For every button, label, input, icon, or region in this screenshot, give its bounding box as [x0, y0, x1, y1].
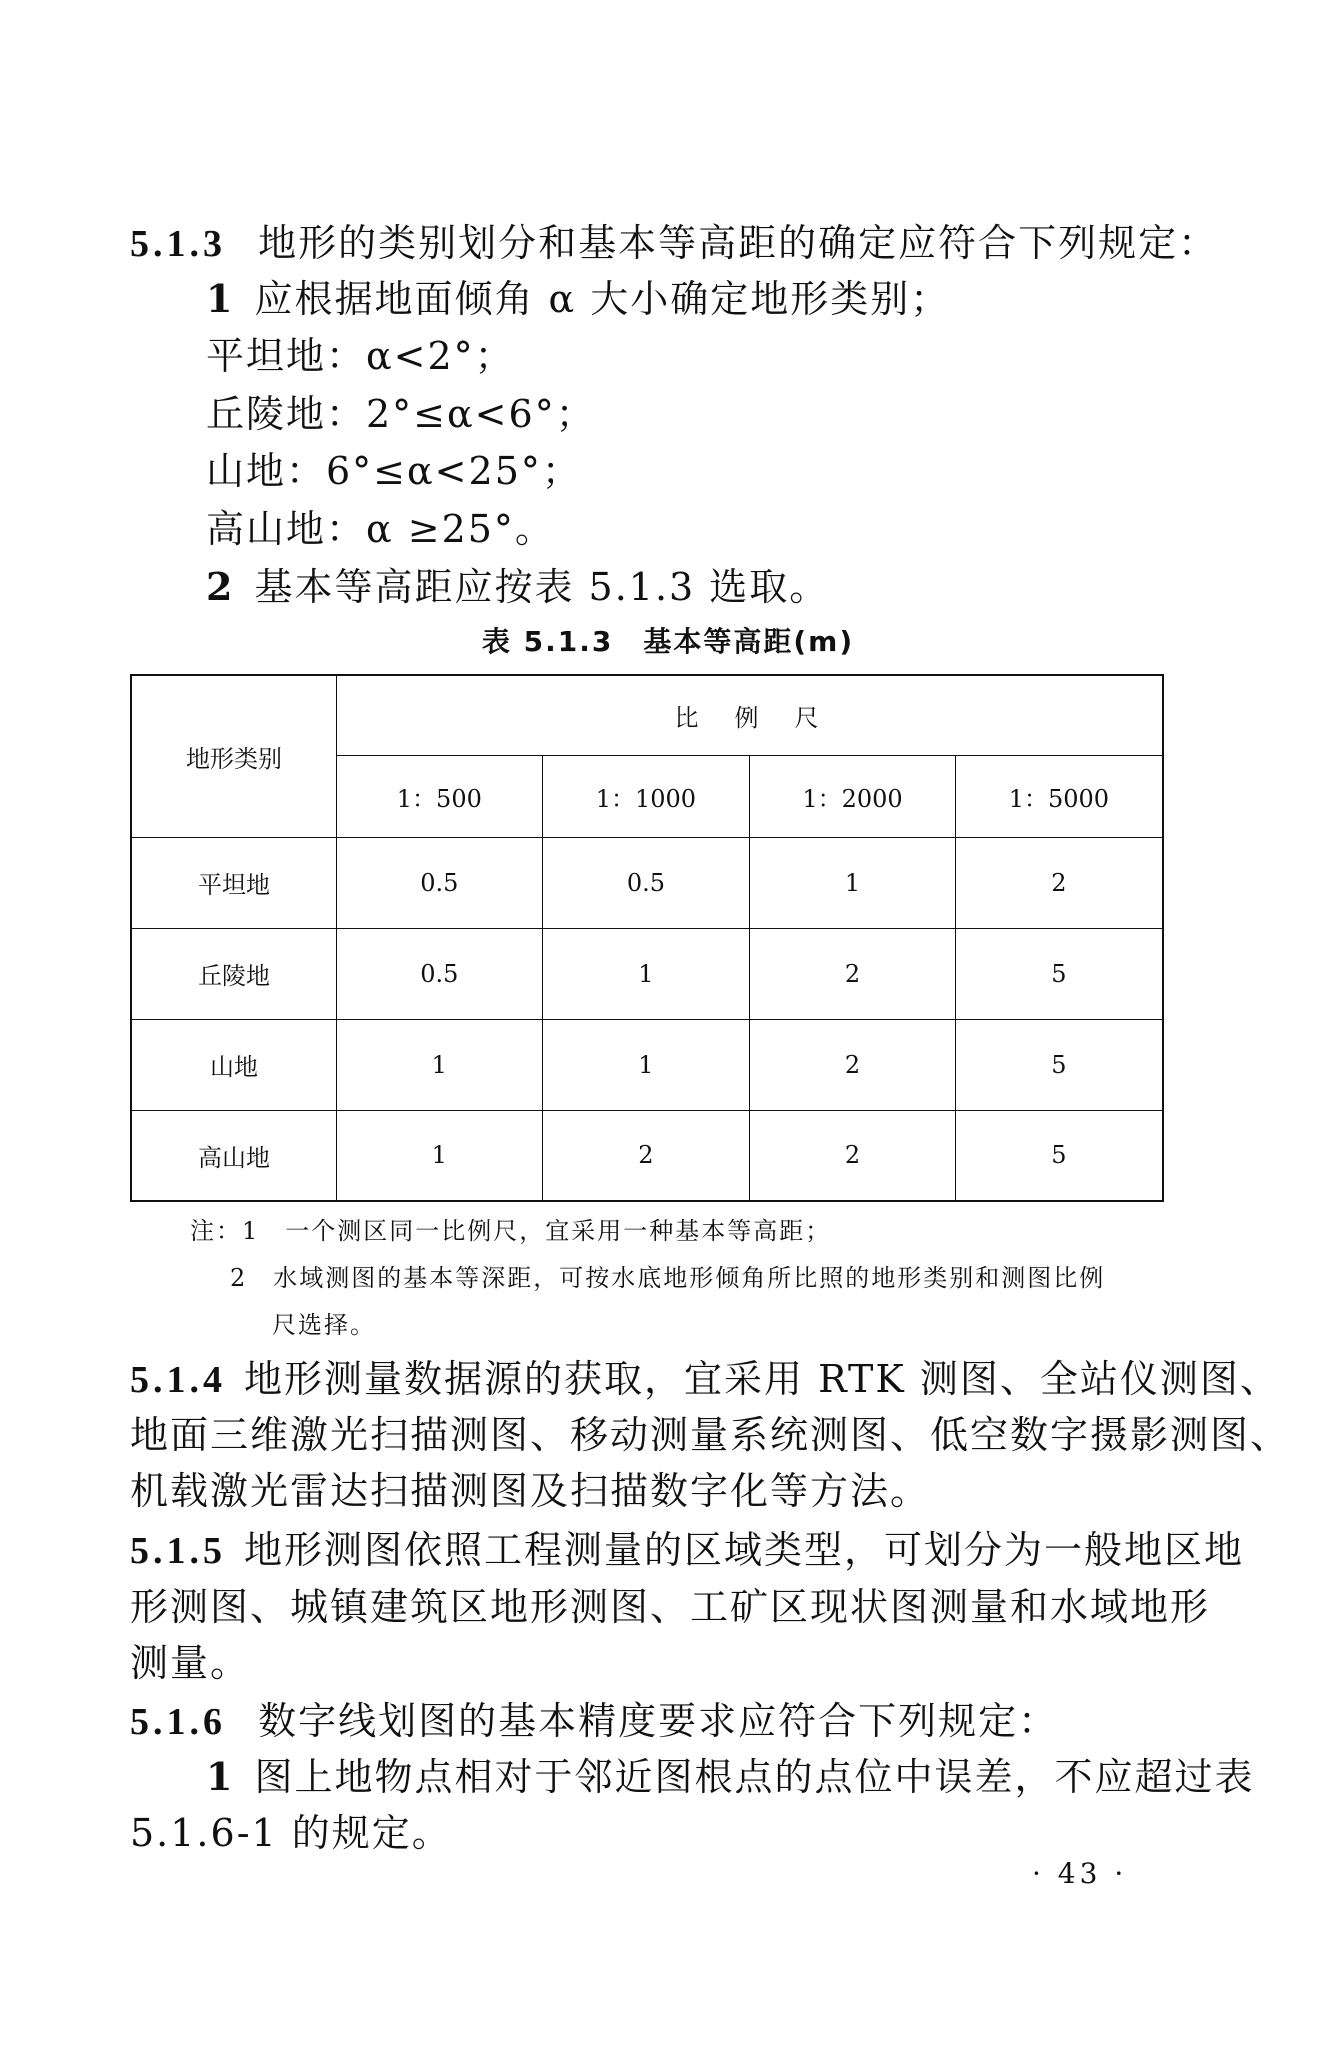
- table-note-2: [230, 1258, 1105, 1298]
- table-cell: 0.5: [542, 837, 750, 928]
- clause-5-1-6-item1-cont: 5.1.6-1 的规定。: [130, 1811, 452, 1855]
- clause-number: 5.1.5: [130, 1530, 226, 1572]
- header-scale: 1：1000: [542, 755, 750, 837]
- note-text: 水域测图的基本等深距，可按水底地形倾角所比照的地形类别和测图比例: [273, 1264, 1106, 1292]
- table-cell: 1: [750, 837, 956, 928]
- header-scale: 1：2000: [750, 755, 956, 837]
- clause-5-1-4-line2: 地面三维激光扫描测图、移动测量系统测图、低空数字摄影测图、: [130, 1413, 1291, 1457]
- clause-5-1-6-item1: [206, 1752, 1255, 1802]
- table-cell: 2: [955, 837, 1163, 928]
- clause-5-1-5-line3: 测量。: [130, 1641, 251, 1685]
- row-label: 高山地: [131, 1110, 337, 1201]
- table-cell: 2: [750, 928, 956, 1019]
- header-terrain-type: 地形类别: [131, 675, 337, 837]
- note-number: 2: [230, 1264, 248, 1292]
- clause-5-1-6: [130, 1696, 1058, 1747]
- table-row: [131, 1110, 1163, 1201]
- page-number: · 43 ·: [1032, 1857, 1128, 1890]
- terrain-flat: 平坦地：α<2°；: [206, 334, 515, 378]
- header-scale: 1：500: [337, 755, 543, 837]
- table-note-1: [190, 1211, 831, 1251]
- table-cell: 2: [542, 1110, 750, 1201]
- note-prefix: 注：: [190, 1217, 242, 1245]
- item-2: [206, 562, 829, 612]
- item-text: 基本等高距应按表 5.1.3 选取。: [254, 565, 830, 609]
- clause-number: 5.1.3: [130, 223, 226, 265]
- clause-text: 数字线划图的基本精度要求应符合下列规定：: [258, 1699, 1059, 1743]
- header-scale-group: 比 例 尺: [337, 675, 1163, 755]
- terrain-mountain: 山地：6°≤α<25°；: [206, 449, 582, 493]
- terrain-high-mountain: 高山地：α ≥25°。: [206, 507, 555, 551]
- contour-interval-table: [130, 674, 1164, 1202]
- clause-5-1-5-line2: 形测图、城镇建筑区地形测图、工矿区现状图测量和水域地形: [130, 1585, 1211, 1629]
- table-row: [131, 837, 1163, 928]
- clause-number: 5.1.6: [130, 1701, 226, 1743]
- item-text: 图上地物点相对于邻近图根点的点位中误差，不应超过表: [254, 1755, 1255, 1799]
- table-cell: 2: [750, 1019, 956, 1110]
- table-cell: 1: [542, 1019, 750, 1110]
- table-cell: 2: [750, 1110, 956, 1201]
- clause-number: 5.1.4: [130, 1359, 226, 1401]
- table-cell: 5: [955, 928, 1163, 1019]
- clause-5-1-4-line3: 机载激光雷达扫描测图及扫描数字化等方法。: [130, 1469, 931, 1513]
- table-cell: 0.5: [337, 837, 543, 928]
- item-1: [206, 274, 950, 324]
- header-scale: 1：5000: [955, 755, 1163, 837]
- table-caption: 表 5.1.3 基本等高距(m): [481, 625, 855, 658]
- clause-text: 地形测图依照工程测量的区域类型，可划分为一般地区地: [244, 1528, 1245, 1572]
- table-cell: 5: [955, 1019, 1163, 1110]
- row-label: 丘陵地: [131, 928, 337, 1019]
- clause-text: 地形的类别划分和基本等高距的确定应符合下列规定：: [258, 221, 1219, 265]
- note-text: 一个测区同一比例尺，宜采用一种基本等高距；: [285, 1217, 832, 1245]
- row-label: 山地: [131, 1019, 337, 1110]
- table-cell: 1: [337, 1110, 543, 1201]
- table-note-2-cont: 尺选择。: [272, 1311, 376, 1339]
- clause-5-1-4-line1: [130, 1354, 1280, 1405]
- item-number: 2: [206, 564, 235, 609]
- note-number: 1: [242, 1217, 260, 1245]
- clause-5-1-3: [130, 218, 1218, 269]
- item-text: 应根据地面倾角 α 大小确定地形类别；: [254, 277, 951, 321]
- item-number: 1: [206, 276, 235, 321]
- item-number: 1: [206, 1754, 235, 1799]
- table-row: [131, 1019, 1163, 1110]
- table-cell: 5: [955, 1110, 1163, 1201]
- terrain-hilly: 丘陵地：2°≤α<6°；: [206, 392, 596, 436]
- clause-text: 地形测量数据源的获取，宜采用 RTK 测图、全站仪测图、: [244, 1357, 1280, 1401]
- row-label: 平坦地: [131, 837, 337, 928]
- table-row: [131, 928, 1163, 1019]
- table-cell: 1: [337, 1019, 543, 1110]
- table-cell: 1: [542, 928, 750, 1019]
- table-cell: 0.5: [337, 928, 543, 1019]
- clause-5-1-5-line1: [130, 1525, 1245, 1576]
